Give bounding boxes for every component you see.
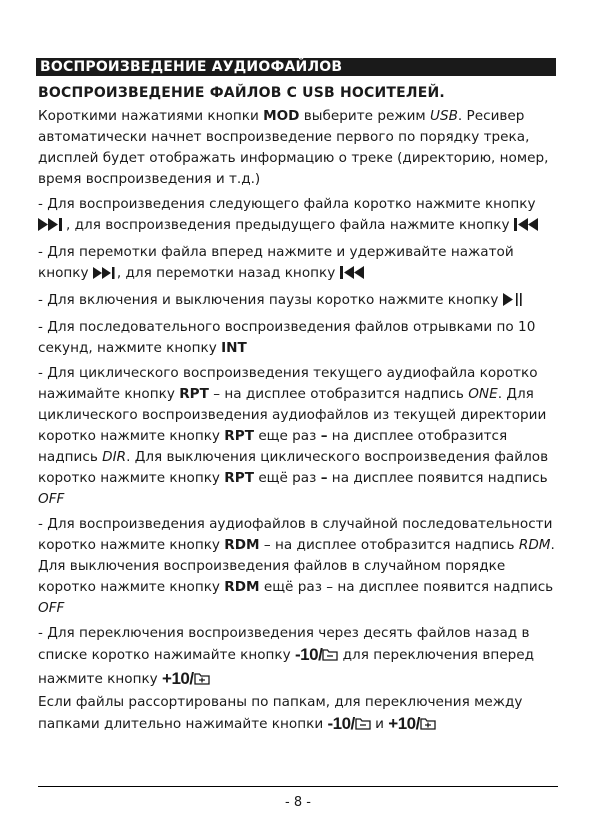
dash: –	[320, 428, 328, 444]
folder-down-icon	[194, 671, 210, 692]
rdm-button-label: RDM	[224, 537, 260, 553]
paragraph-seek	[38, 242, 558, 286]
text: . Для выключения воспроизведения файлов в случайном порядке коротко нажмите кнопку	[38, 537, 555, 595]
text: еще раз	[254, 428, 321, 444]
text: - Для включения и выключения паузы коротко нажмите кнопку	[38, 292, 503, 308]
text: Короткими нажатиями кнопки	[38, 108, 264, 124]
text: Если файлы рассортированы по папкам, для переключения между папками длительно нажимайте кнопки	[38, 694, 523, 732]
text: - Для переключения воспроизведения через десять файлов назад в списке коротко нажимайте кнопку	[38, 625, 530, 663]
paragraph-intro	[38, 317, 558, 359]
section-title: ВОСПРОИЗВЕДЕНИЕ АУДИОФАЙЛОВ	[36, 58, 556, 76]
paragraph-next-prev	[38, 194, 558, 238]
rdm-button-label: RDM	[224, 579, 260, 595]
paragraph-pause	[38, 290, 558, 313]
usb-mode-label: USB	[430, 108, 458, 124]
play-pause-icon	[503, 292, 525, 313]
rpt-button-label: RPT	[224, 470, 254, 486]
text: , для перемотки назад кнопку	[116, 265, 340, 281]
page-number: - 8 -	[285, 795, 311, 810]
text: - Для перемотки файла вперед нажмите и удерживайте нажатой кнопку	[38, 244, 514, 281]
text: . Ресивер автоматически начнет воспроизведение первого по порядку трека, дисплей будет отображать информацию о треке (директорию, номер, время воспроизведения и т.д.)	[38, 108, 549, 187]
text: , для воспроизведения предыдущего файла нажмите кнопку	[66, 217, 514, 233]
folder-up-icon	[355, 716, 371, 737]
text: - Для воспроизведения следующего файла коротко нажмите кнопку	[38, 196, 536, 212]
paragraph-repeat	[38, 363, 558, 510]
plus-10-label: +10/	[388, 714, 420, 733]
off-label: OFF	[38, 491, 65, 507]
text: и	[370, 716, 389, 732]
paragraph-mod	[38, 106, 558, 190]
dir-label: DIR	[102, 449, 127, 465]
text: – на дисплее отобразится надпись	[208, 386, 469, 402]
minus-10-label: -10/	[295, 645, 323, 664]
subtitle: ВОСПРОИЗВЕДЕНИЕ ФАЙЛОВ С USB НОСИТЕЛЕЙ.	[38, 85, 445, 101]
text: - Для циклического воспроизведения текущего аудиофайла коротко нажимайте кнопку	[38, 365, 538, 402]
text: на дисплее появится надпись	[327, 470, 548, 486]
text: – на дисплее отобразится надпись	[259, 537, 519, 553]
body-text	[38, 106, 558, 737]
plus-10-label: +10/	[162, 669, 194, 688]
text: для переключения вперед нажмите кнопку	[38, 647, 535, 687]
footer-divider	[38, 786, 558, 787]
folder-down-icon	[420, 716, 436, 737]
rpt-button-label: RPT	[179, 386, 209, 402]
rdm-label: RDM	[518, 537, 551, 553]
int-button-label: INT	[221, 340, 247, 356]
text: ещё раз	[254, 470, 321, 486]
fast-forward-icon	[93, 265, 117, 286]
next-track-icon	[38, 217, 66, 238]
text: - Для воспроизведения аудиофайлов в случайной последовательности коротко нажмите кнопку	[38, 516, 553, 553]
text: выберите режим	[299, 108, 430, 124]
text: . Для выключения циклического воспроизведения файлов коротко нажмите кнопку	[38, 449, 549, 486]
paragraph-skip10	[38, 623, 558, 737]
text: на дисплее отобразится надпись	[38, 428, 508, 465]
text: ещё раз – на дисплее появится надпись	[259, 579, 554, 595]
minus-10-label: -10/	[327, 714, 355, 733]
prev-track-icon	[514, 217, 542, 238]
paragraph-random	[38, 514, 558, 619]
dash: –	[320, 470, 328, 486]
folder-up-icon	[322, 647, 338, 668]
rpt-button-label: RPT	[224, 428, 254, 444]
rewind-icon	[340, 265, 368, 286]
off-label: OFF	[38, 600, 65, 616]
text: - Для последовательного воспроизведения файлов отрывками по 10 секунд, нажмите кнопку	[38, 319, 536, 356]
one-label: ONE	[468, 386, 498, 402]
mod-button-label: MOD	[263, 108, 300, 124]
text: . Для циклического воспроизведения аудиофайлов из текущей директории коротко нажмите кнопку	[38, 386, 547, 444]
